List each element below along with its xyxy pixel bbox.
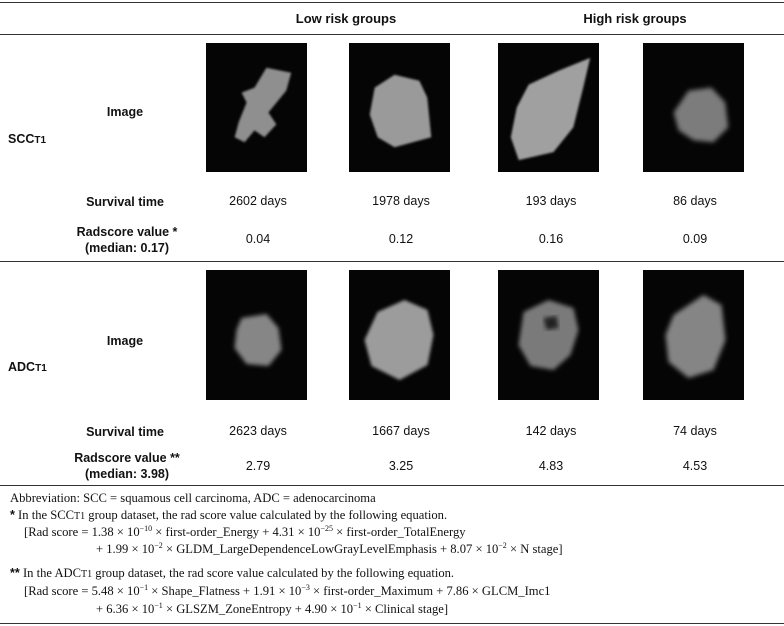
scc-survival-value: 2602 days — [229, 194, 287, 208]
adc-section-label: ADCT1 — [8, 360, 47, 374]
adc-radscore-value: 4.53 — [682, 459, 708, 473]
table-bottom-rule — [0, 485, 784, 486]
scc-low-risk-image-2 — [349, 43, 450, 172]
adc-survival-value: 2623 days — [229, 424, 287, 438]
scc-survival-value: 86 days — [673, 194, 717, 208]
top-rule — [0, 2, 784, 3]
adc-high-risk-image-2 — [643, 270, 744, 400]
adc-survival-value: 74 days — [673, 424, 717, 438]
scc-low-risk-image-1 — [206, 43, 307, 172]
scc-survival-value: 1978 days — [372, 194, 430, 208]
scc-image-label: Image — [106, 105, 144, 119]
adc-survival-label: Survival time — [86, 425, 164, 439]
adc-survival-value: 1667 days — [372, 424, 430, 438]
bottom-rule — [0, 623, 784, 624]
low-risk-header: Low risk groups — [295, 11, 397, 26]
scc-radscore-value: 0.04 — [245, 232, 271, 246]
section-divider-rule — [0, 261, 784, 262]
adc-radscore-value: 3.25 — [388, 459, 414, 473]
scc-survival-label: Survival time — [86, 195, 164, 209]
scc-equation-line-1: [Rad score = $1.38 \times 10^{-10}$ × first-order_Energy + $4.31 \times 10^{-25}$ × first-order_TotalEnergy — [24, 523, 466, 539]
abbreviation-footnote: Abbreviation: SCC = squamous cell carcinoma, ADC = adenocarcinoma — [10, 491, 376, 505]
adc-footnote-intro: ** In the ADCT1 group dataset, the rad score value calculated by the following equation. — [10, 566, 455, 580]
adc-image-label: Image — [106, 334, 144, 348]
scc-high-risk-image-1 — [498, 43, 599, 172]
scc-radscore-label: Radscore value * (median: 0.17) — [76, 225, 178, 255]
header-rule — [0, 34, 784, 35]
scc-radscore-value: 0.09 — [682, 232, 708, 246]
scc-radscore-value: 0.16 — [538, 232, 564, 246]
adc-equation-line-1: [Rad score = $5.48 \times 10^{-1}$ × Shape_Flatness + $1.91 \times 10^{-3}$ × first-order_Maximum + 7.86 × GLCM_Imc1 — [24, 582, 551, 598]
adc-low-risk-image-2 — [349, 270, 450, 400]
scc-survival-value: 193 days — [525, 194, 577, 208]
adc-high-risk-image-1 — [498, 270, 599, 400]
scc-radscore-value: 0.12 — [388, 232, 414, 246]
adc-equation-line-2: + $6.36 \times 10^{-1}$ × GLSZM_ZoneEntropy + $4.90 \times 10^{-1}$ × Clinical stage] — [96, 600, 449, 616]
scc-section-label: SCCT1 — [8, 132, 47, 146]
adc-low-risk-image-1 — [206, 270, 307, 400]
adc-radscore-value: 4.83 — [538, 459, 564, 473]
scc-high-risk-image-2 — [643, 43, 744, 172]
adc-survival-value: 142 days — [525, 424, 577, 438]
adc-radscore-value: 2.79 — [245, 459, 271, 473]
scc-equation-line-2: + $1.99 \times 10^{-2}$ × GLDM_LargeDependenceLowGrayLevelEmphasis + $8.07 \times 10^{-2} \times N$ stage] — [96, 540, 563, 556]
high-risk-header: High risk groups — [583, 11, 687, 26]
scc-footnote-intro: * In the SCCT1 group dataset, the rad score value calculated by the following equation. — [10, 508, 448, 522]
adc-radscore-label: Radscore value ** (median: 3.98) — [74, 451, 180, 481]
